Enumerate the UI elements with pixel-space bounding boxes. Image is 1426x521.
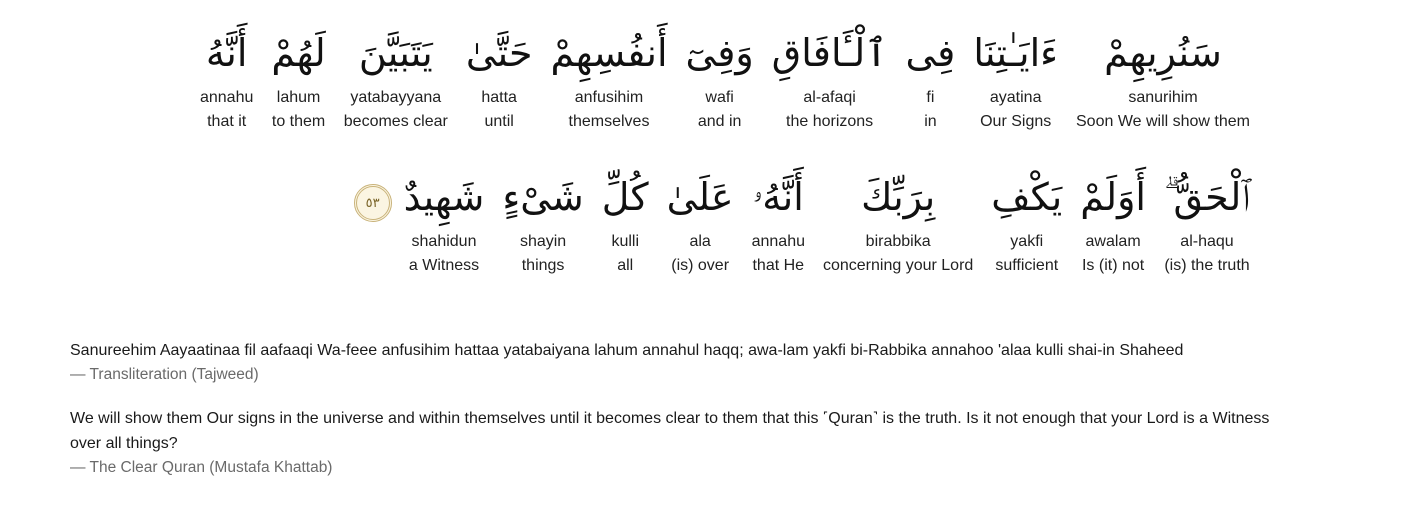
word-by-word-line-1: [194, 22, 1256, 134]
word-transliteration: ala: [689, 233, 711, 250]
word-arabic: يَتَبَيَّنَ: [358, 31, 433, 75]
word-arabic: كُلِّ: [601, 175, 649, 219]
word-translation: sufficient: [995, 257, 1059, 274]
word-by-word-line-2: [354, 166, 1256, 278]
word-arabic: أَوَلَمْ: [1080, 175, 1146, 219]
word-transliteration: al-haqu: [1180, 233, 1234, 250]
word-translation: that He: [752, 257, 805, 274]
word-arabic: أَنَّهُۥ: [752, 175, 804, 219]
word-translation: in: [924, 113, 937, 130]
word-arabic: يَكْفِ: [991, 175, 1063, 219]
word[interactable]: [398, 166, 491, 278]
word-arabic: ٱلْحَقُّ ۗ: [1163, 175, 1250, 219]
word[interactable]: [967, 22, 1064, 134]
word-transliteration: ayatina: [989, 89, 1042, 106]
word[interactable]: [496, 166, 589, 278]
word-translation: all: [617, 257, 634, 274]
word-arabic: حَتَّىٰ: [465, 31, 533, 75]
transliteration-block: [70, 338, 1270, 386]
word[interactable]: [817, 166, 979, 278]
word-transliteration: yakfi: [1010, 233, 1044, 250]
word-arabic: بِرَبِّكَ: [861, 175, 936, 219]
word[interactable]: [1074, 166, 1152, 278]
word-translation: a Witness: [408, 257, 480, 274]
word-transliteration: shayin: [519, 233, 567, 250]
verse-number-marker: ٥٣: [354, 184, 392, 222]
word-transliteration: al-afaqi: [803, 89, 856, 106]
word-arabic: ٱلْـَٔافَاقِ: [771, 31, 888, 75]
word[interactable]: [661, 166, 740, 278]
word[interactable]: [680, 22, 760, 134]
word-arabic: أَنفُسِهِمْ: [550, 31, 668, 75]
word-translation: concerning your Lord: [822, 257, 974, 274]
word-transliteration: kulli: [611, 233, 639, 250]
word-arabic: ءَايَـٰتِنَا: [973, 31, 1058, 75]
word-translation: (is) the truth: [1164, 257, 1250, 274]
word-translation: becomes clear: [343, 113, 448, 130]
word-transliteration: fi: [926, 89, 935, 106]
word[interactable]: [766, 22, 894, 134]
transliteration-source: — Transliteration (Tajweed): [70, 366, 259, 383]
word-transliteration: wafi: [705, 89, 734, 106]
translation-text: We will show them Our signs in the universe and within themselves until it becomes clear to them that this ˹Quran˺ is the truth. Is it not enough that your Lord is a Witness over all things?: [70, 410, 1270, 452]
word-transliteration: annahu: [199, 89, 254, 106]
word-translation: Is (it) not: [1081, 257, 1145, 274]
word-arabic: عَلَىٰ: [666, 175, 734, 219]
word-transliteration: annahu: [751, 233, 805, 250]
word[interactable]: [1158, 166, 1256, 278]
word[interactable]: [338, 22, 454, 134]
word-translation: Soon We will show them: [1076, 113, 1250, 130]
word-translation: and in: [697, 113, 742, 130]
word-translation: the horizons: [786, 113, 874, 130]
word-transliteration: anfusihim: [574, 89, 644, 106]
word-translation: that it: [207, 113, 247, 130]
word[interactable]: [194, 22, 259, 134]
word-translation: Our Signs: [980, 113, 1052, 130]
word[interactable]: [596, 166, 655, 278]
word-arabic: وَفِىٓ: [685, 31, 754, 75]
word[interactable]: [985, 166, 1068, 278]
word-transliteration: birabbika: [865, 233, 931, 250]
word[interactable]: [746, 166, 811, 278]
word[interactable]: [265, 22, 331, 134]
translation-source: — The Clear Quran (Mustafa Khattab): [70, 459, 333, 476]
word-translation: things: [521, 257, 565, 274]
word[interactable]: [1070, 22, 1256, 134]
word[interactable]: [460, 22, 539, 134]
word-translation: themselves: [568, 113, 650, 130]
word-transliteration: lahum: [276, 89, 321, 106]
word-arabic: سَنُرِيهِمْ: [1104, 31, 1222, 75]
word-transliteration: awalam: [1085, 233, 1141, 250]
word-arabic: شَهِيدٌ: [403, 175, 485, 219]
transliteration-text: Sanureehim Aayaatinaa fil aafaaqi Wa-feee anfusihim hattaa yatabaiyana lahum annahul haqq; awa-lam yakfi bi-Rabbika annahoo 'alaa kulli shai-in Shaheed: [70, 342, 1184, 359]
translation-block: [70, 406, 1270, 479]
word[interactable]: [900, 22, 962, 134]
word-translation: to them: [271, 113, 326, 130]
word-translation: until: [484, 113, 514, 130]
word-transliteration: sanurihim: [1128, 89, 1198, 106]
word-transliteration: shahidun: [411, 233, 477, 250]
word[interactable]: [544, 22, 673, 134]
word-arabic: فِى: [905, 31, 956, 75]
word-translation: (is) over: [671, 257, 730, 274]
word-transliteration: yatabayyana: [350, 89, 442, 106]
word-transliteration: hatta: [481, 89, 517, 106]
word-arabic: أَنَّهُ: [205, 31, 248, 75]
word-arabic: شَىْءٍ: [502, 175, 584, 219]
word-arabic: لَهُمْ: [271, 31, 326, 75]
